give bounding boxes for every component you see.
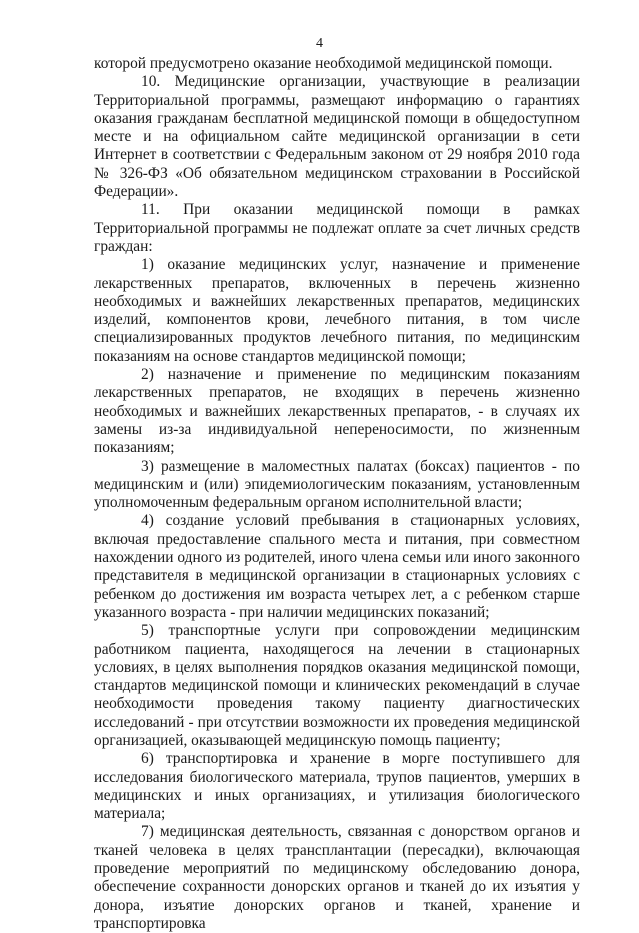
list-item-4: 4) создание условий пребывания в стационарных условиях, включая предоставление спального места и питания, при совместном нахождении одного из родителей, иного члена семьи или иного законного представителя в медицинской организации в стационарных условиях с ребенком до достижения им возраста четырех лет, а с ребенком старше указанного возраста - при наличии медицинских показаний; bbox=[94, 512, 580, 621]
list-item-7: 7) медицинская деятельность, связанная с донорством органов и тканей человека в целях трансплантации (пересадки), включающая проведение мероприятий по медицинскому обследованию донора, обеспечение сохранности донорских органов и тканей до их изъятия у донора, изъятие донорских органов и тканей, хранение и транспортировка bbox=[94, 823, 580, 932]
list-item-2: 2) назначение и применение по медицинским показаниям лекарственных препаратов, не входящих в перечень жизненно необходимых и важнейших лекарственных препаратов, - в случаях их замены из-за индивидуальной непереносимости, по жизненным показаниям; bbox=[94, 366, 580, 457]
paragraph-item-10: 10. Медицинские организации, участвующие в реализации Территориальной программы, размещают информацию о гарантиях оказания гражданам бесплатной медицинской помощи в общедоступном месте и на официальном сайте медицинской организации в сети Интернет в соответствии с Федеральным законом от 29 ноября 2010 года № 326-ФЗ «Об обязательном медицинском страховании в Российской Федерации». bbox=[94, 73, 580, 201]
list-item-6: 6) транспортировка и хранение в морге поступившего для исследования биологического материала, трупов пациентов, умерших в медицинских и иных организациях, и утилизация биологического материала; bbox=[94, 750, 580, 823]
page-number: 4 bbox=[316, 36, 323, 51]
list-item-3: 3) размещение в маломестных палатах (боксах) пациентов - по медицинским и (или) эпидемиологическим показаниям, установленным уполномоченным федеральным органом исполнительной власти; bbox=[94, 457, 580, 512]
paragraph-continuation: которой предусмотрено оказание необходимой медицинской помощи. bbox=[94, 55, 553, 72]
document-body bbox=[94, 55, 580, 933]
list-item-5: 5) транспортные услуги при сопровождении медицинским работником пациента, находящегося на лечении в стационарных условиях, в целях выполнения порядков оказания медицинской помощи, стандартов медицинской помощи и клинических рекомендаций в случае необходимости проведения такому пациенту диагностических исследований - при отсутствии возможности их проведения медицинской организацией, оказывающей медицинскую помощь пациенту; bbox=[94, 622, 580, 749]
paragraph-item-11: 11. При оказании медицинской помощи в рамках Территориальной программы не подлежат оплате за счет личных средств граждан: bbox=[94, 201, 580, 255]
list-item-1: 1) оказание медицинских услуг, назначение и применение лекарственных препаратов, включенных в перечень жизненно необходимых и важнейших лекарственных препаратов, медицинских изделий, компонентов крови, лечебного питания, в том числе специализированных продуктов лечебного питания, по медицинским показаниям на основе стандартов медицинской помощи; bbox=[94, 256, 580, 365]
